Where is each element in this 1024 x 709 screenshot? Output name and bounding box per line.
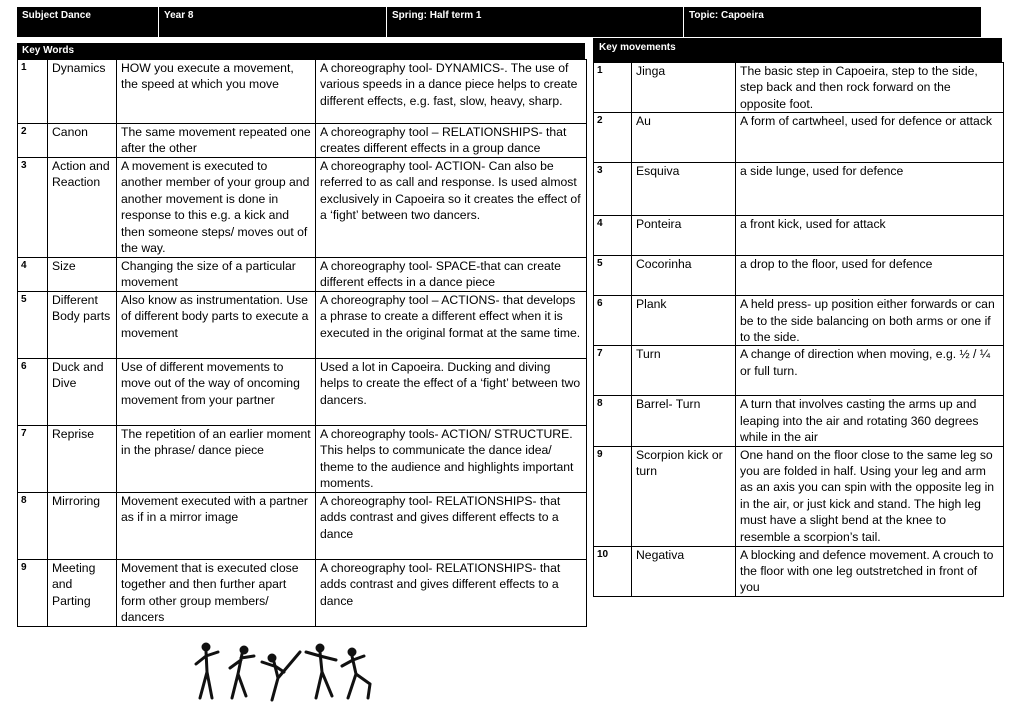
movement-name: Esquiva (632, 163, 736, 216)
movement-name: Plank (632, 296, 736, 346)
table-row (594, 396, 1004, 446)
row-number: 4 (18, 258, 48, 292)
topic-cell: Topic: Capoeira (689, 10, 764, 21)
row-number: 2 (18, 124, 48, 158)
row-number: 8 (18, 493, 48, 560)
row-number: 7 (594, 346, 632, 396)
table-row (18, 426, 587, 493)
row-number: 3 (18, 158, 48, 258)
movement-description: A held press- up position either forwards or can be to the side balancing on both arms or one if to the side. (736, 296, 1004, 346)
key-movements-heading: Key movements (593, 38, 1002, 62)
table-row (594, 546, 1004, 596)
movement-description: a drop to the floor, used for defence (736, 256, 1004, 296)
key-words-table (17, 59, 587, 627)
movement-name: Turn (632, 346, 736, 396)
row-number: 1 (594, 63, 632, 113)
row-number: 7 (18, 426, 48, 493)
row-number: 5 (18, 292, 48, 359)
key-word-explanation: A choreography tool- RELATIONSHIPS- that adds contrast and gives different effects to a dance (316, 560, 587, 627)
key-word-explanation: A choreography tool- SPACE-that can create different effects in a dance piece (316, 258, 587, 292)
key-word-definition: Changing the size of a particular movement (117, 258, 316, 292)
movement-description: A turn that involves casting the arms up and leaping into the air and rotating 360 degrees while in the air (736, 396, 1004, 446)
table-row (594, 446, 1004, 546)
table-row (594, 163, 1004, 216)
table-row (594, 346, 1004, 396)
key-word-definition: Use of different movements to move out of the way of oncoming movement from your partner (117, 359, 316, 426)
key-words-heading: Key Words (17, 43, 585, 59)
row-number: 2 (594, 113, 632, 163)
row-number: 5 (594, 256, 632, 296)
dancer-figure (230, 646, 254, 698)
key-word-term: Meeting and Parting (48, 560, 117, 627)
dancer-figure (342, 648, 370, 698)
dancer-figure (306, 644, 336, 698)
table-row (594, 113, 1004, 163)
table-row (18, 493, 587, 560)
table-row (18, 560, 587, 627)
key-word-term: Action and Reaction (48, 158, 117, 258)
table-row (18, 124, 587, 158)
table-row (18, 60, 587, 124)
key-word-term: Reprise (48, 426, 117, 493)
table-row (594, 296, 1004, 346)
key-word-definition: Movement that is executed close together and then further apart form other group members/ dancers (117, 560, 316, 627)
movement-description: a front kick, used for attack (736, 216, 1004, 256)
movement-name: Cocorinha (632, 256, 736, 296)
movement-description: a side lunge, used for defence (736, 163, 1004, 216)
row-number: 4 (594, 216, 632, 256)
key-word-definition: HOW you execute a movement, the speed at which you move (117, 60, 316, 124)
table-row (594, 216, 1004, 256)
movement-description: A form of cartwheel, used for defence or attack (736, 113, 1004, 163)
key-word-explanation: A choreography tool – ACTIONS- that develops a phrase to create a different effect when it is executed in the original format at the same time. (316, 292, 587, 359)
key-word-term: Dynamics (48, 60, 117, 124)
table-row (18, 359, 587, 426)
key-word-explanation: A choreography tool- ACTION- Can also be referred to as call and response. Is used almost exclusively in Capoeira so it creates the effect of a ‘fight’ between two dancers. (316, 158, 587, 258)
key-word-term: Duck and Dive (48, 359, 117, 426)
movement-name: Negativa (632, 546, 736, 596)
key-word-definition: Movement executed with a partner as if in a mirror image (117, 493, 316, 560)
table-row (594, 256, 1004, 296)
key-word-definition: A movement is executed to another member of your group and another movement is done in response to this e.g. a kick and then someone steps/ moves out of the way. (117, 158, 316, 258)
table-row (18, 292, 587, 359)
table-row (18, 158, 587, 258)
movement-description: A change of direction when moving, e.g. ½ / ¼ or full turn. (736, 346, 1004, 396)
row-number: 9 (594, 446, 632, 546)
key-word-definition: The same movement repeated one after the other (117, 124, 316, 158)
key-word-definition: Also know as instrumentation. Use of different body parts to execute a movement (117, 292, 316, 359)
term-cell: Spring: Half term 1 (387, 7, 684, 37)
row-number: 9 (18, 560, 48, 627)
key-word-explanation: A choreography tools- ACTION/ STRUCTURE. This helps to communicate the dance idea/ theme to the audience and highlights important moments. (316, 426, 587, 493)
table-row (594, 63, 1004, 113)
movement-name: Au (632, 113, 736, 163)
movement-name: Scorpion kick or turn (632, 446, 736, 546)
key-word-explanation: Used a lot in Capoeira. Ducking and diving helps to create the effect of a ‘fight’ between two dancers. (316, 359, 587, 426)
row-number: 10 (594, 546, 632, 596)
row-number: 1 (18, 60, 48, 124)
row-number: 3 (594, 163, 632, 216)
movement-description: One hand on the floor close to the same leg so you are folded in half. Using your leg and arm as an axis you can spin with the opposite leg in in the air, or just kick and stand. The high leg must have a slight bend at the knee to resemble a scorpion’s tail. (736, 446, 1004, 546)
movement-name: Ponteira (632, 216, 736, 256)
key-word-term: Different Body parts (48, 292, 117, 359)
movement-description: The basic step in Capoeira, step to the side, step back and then rock forward on the opposite foot. (736, 63, 1004, 113)
movement-name: Jinga (632, 63, 736, 113)
row-number: 6 (594, 296, 632, 346)
capoeira-dancers-image (192, 638, 380, 702)
dancer-figure (262, 652, 300, 700)
subject-cell: Subject Dance (17, 7, 159, 37)
key-word-definition: The repetition of an earlier moment in the phrase/ dance piece (117, 426, 316, 493)
key-word-explanation: A choreography tool – RELATIONSHIPS- that creates different effects in a group dance (316, 124, 587, 158)
row-number: 8 (594, 396, 632, 446)
year-cell: Year 8 (159, 7, 387, 37)
row-number: 6 (18, 359, 48, 426)
info-header (17, 7, 981, 37)
key-movements-table (593, 62, 1004, 597)
key-word-term: Size (48, 258, 117, 292)
dancer-figure (196, 643, 218, 698)
key-word-term: Mirroring (48, 493, 117, 560)
table-row (18, 258, 587, 292)
key-word-term: Canon (48, 124, 117, 158)
movement-description: A blocking and defence movement. A crouch to the floor with one leg outstretched in front of you (736, 546, 1004, 596)
key-word-explanation: A choreography tool- DYNAMICS-. The use of various speeds in a dance piece helps to create different effects, e.g. fast, slow, heavy, sharp. (316, 60, 587, 124)
movement-name: Barrel- Turn (632, 396, 736, 446)
key-word-explanation: A choreography tool- RELATIONSHIPS- that adds contrast and gives different effects to a dance (316, 493, 587, 560)
